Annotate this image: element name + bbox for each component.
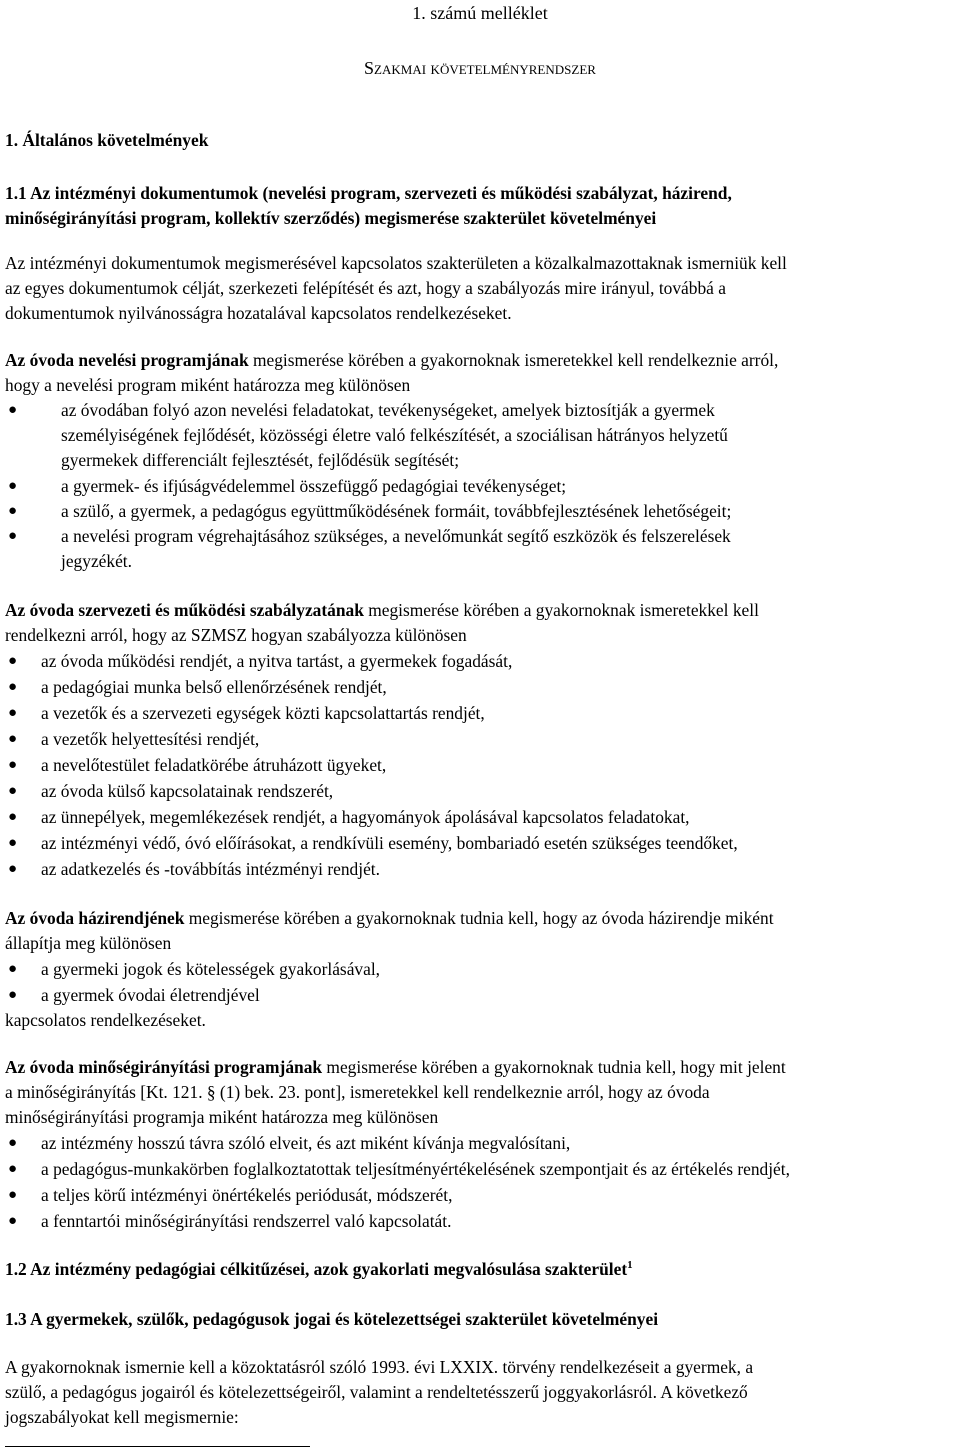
bullet-icon: ● xyxy=(8,653,18,669)
szmsz-item-9: az adatkezelés és -továbbítás intézményi rendjét. xyxy=(41,859,380,879)
hazirend-term: Az óvoda házirendjének xyxy=(5,908,185,928)
szmsz-term: Az óvoda szervezeti és működési szabályzatának xyxy=(5,600,364,620)
szmsz-item-1: az óvoda működési rendjét, a nyitva tartást, a gyermekek fogadását, xyxy=(41,651,513,671)
nevelesi-item-3: a szülő, a gyermek, a pedagógus együttműködésének formáit, továbbfejlesztésének lehetőségeit; xyxy=(61,501,732,521)
nevelesi-item-4-line1: a nevelési program végrehajtásához szükséges, a nevelőmunkát segítő eszközök és felszerelések xyxy=(61,526,731,546)
minoseg-item-1: az intézmény hosszú távra szóló elveit, és azt miként kívánja megvalósítani, xyxy=(41,1133,571,1153)
szmsz-intro-line1 xyxy=(5,597,759,623)
nevelesi-item-1-line2: személyiségének fejlődését, közösségi életre való felkészítését, a szociálisan hátrányos helyzetű xyxy=(61,425,728,445)
hazirend-intro-line1 xyxy=(5,905,774,931)
szmsz-item-8: az intézményi védő, óvó előírásokat, a rendkívüli esemény, bombariadó esetén szükséges teendőket, xyxy=(41,833,738,853)
szmsz-item-5: a nevelőtestület feladatkörébe átruházott ügyeket, xyxy=(41,755,387,775)
footnote-reference[interactable]: 1 xyxy=(627,1259,633,1272)
szmsz-intro-line2: rendelkezni arról, hogy az SZMSZ hogyan szabályozza különösen xyxy=(5,625,467,645)
hazirend-closing: kapcsolatos rendelkezéseket. xyxy=(5,1010,206,1030)
minoseg-item-2: a pedagógus-munkakörben foglalkoztatottak teljesítményértékelésének szempontjait és az értékelés rendjét, xyxy=(41,1159,790,1179)
bullet-icon: ● xyxy=(8,783,18,799)
section-1-3-heading: 1.3 A gyermekek, szülők, pedagógusok jogai és kötelezettségei szakterület követelményei xyxy=(5,1309,659,1329)
bullet-icon: ● xyxy=(8,1187,18,1203)
minoseg-term: Az óvoda minőségirányítási programjának xyxy=(5,1057,323,1077)
footnote-separator xyxy=(5,1446,310,1447)
minoseg-intro-line2: a minőségirányítás [Kt. 121. § (1) bek. 23. pont], ismeretekkel kell rendelkeznie arról, hogy az óvoda xyxy=(5,1082,710,1102)
minoseg-intro-line3: minőségirányítási programja miként határozza meg különösen xyxy=(5,1107,439,1127)
section-1-3-line1: A gyakornoknak ismernie kell a közoktatásról szóló 1993. évi LXXIX. törvény rendelkezéseit a gyermek, a xyxy=(5,1357,754,1377)
section-1-1-heading-line1: 1.1 Az intézményi dokumentumok (nevelési program, szervezeti és működési szabályzat, házirend, xyxy=(5,183,732,203)
nevelesi-item-4-line2: jegyzékét. xyxy=(61,551,132,571)
bullet-icon: ● xyxy=(8,528,18,544)
minoseg-item-3: a teljes körű intézményi önértékelés periódusát, módszerét, xyxy=(41,1185,453,1205)
document-title: Szakmai követelményrendszer xyxy=(364,58,596,78)
nevelesi-program-intro-rest: megismerése körében a gyakornoknak ismeretekkel kell rendelkeznie arról, xyxy=(248,350,779,370)
nevelesi-item-2: a gyermek- és ifjúságvédelemmel összefüggő pedagógiai tevékenységet; xyxy=(61,476,567,496)
bullet-icon: ● xyxy=(8,731,18,747)
minoseg-item-4: a fenntartói minőségirányítási rendszerrel való kapcsolatát. xyxy=(41,1211,452,1231)
minoseg-intro-rest: megismerése körében a gyakornoknak tudnia kell, hogy mit jelent xyxy=(322,1057,786,1077)
bullet-icon: ● xyxy=(8,987,18,1003)
minoseg-intro-line1 xyxy=(5,1054,786,1080)
intro-paragraph-line1: Az intézményi dokumentumok megismerésével kapcsolatos szakterületen a közalkalmazottaknak ismerniük kell xyxy=(5,253,787,273)
hazirend-item-2: a gyermek óvodai életrendjével xyxy=(41,985,260,1005)
bullet-icon: ● xyxy=(8,757,18,773)
intro-paragraph-line2: az egyes dokumentumok célját, szerkezeti felépítését és azt, hogy a szabályozás mire irányul, továbbá a xyxy=(5,278,726,298)
intro-paragraph-line3: dokumentumok nyilvánosságra hozatalával kapcsolatos rendelkezéseket. xyxy=(5,303,512,323)
bullet-icon: ● xyxy=(8,835,18,851)
nevelesi-program-intro-line2: hogy a nevelési program miként határozza meg különösen xyxy=(5,375,411,395)
bullet-icon: ● xyxy=(8,503,18,519)
section-1-1-heading-line2: minőségirányítási program, kollektív szerződés) megismerése szakterület követelményei xyxy=(5,208,657,228)
nevelesi-program-intro-line1 xyxy=(5,347,778,373)
bullet-icon: ● xyxy=(8,679,18,695)
section-1-3-line3: jogszabályokat kell megismernie: xyxy=(5,1407,239,1427)
hazirend-intro-rest: megismerése körében a gyakornoknak tudnia kell, hogy az óvoda házirendje miként xyxy=(184,908,774,928)
bullet-icon: ● xyxy=(8,1135,18,1151)
szmsz-intro-rest: megismerése körében a gyakornoknak ismeretekkel kell xyxy=(363,600,759,620)
bullet-icon: ● xyxy=(8,809,18,825)
bullet-icon: ● xyxy=(8,961,18,977)
bullet-icon: ● xyxy=(8,402,18,418)
bullet-icon: ● xyxy=(8,1161,18,1177)
nevelesi-item-1-line3: gyermekek differenciált fejlesztését, fejlődésük segítését; xyxy=(61,450,460,470)
bullet-icon: ● xyxy=(8,478,18,494)
szmsz-item-7: az ünnepélyek, megemlékezések rendjét, a hagyományok ápolásával kapcsolatos feladatokat, xyxy=(41,807,690,827)
szmsz-item-2: a pedagógiai munka belső ellenőrzésének rendjét, xyxy=(41,677,387,697)
bullet-icon: ● xyxy=(8,1213,18,1229)
section-1-2-heading xyxy=(5,1256,633,1282)
section-1-3-line2: szülő, a pedagógus jogairól és kötelezettségeiről, valamint a rendeltetésszerű joggyakorlásról. A következő xyxy=(5,1382,748,1402)
szmsz-item-6: az óvoda külső kapcsolatainak rendszerét, xyxy=(41,781,334,801)
section-1-heading: 1. Általános követelmények xyxy=(5,130,209,150)
nevelesi-program-term: Az óvoda nevelési programjának xyxy=(5,350,249,370)
bullet-icon: ● xyxy=(8,861,18,877)
szmsz-item-3: a vezetők és a szervezeti egységek közti kapcsolattartás rendjét, xyxy=(41,703,485,723)
nevelesi-item-1-line1: az óvodában folyó azon nevelési feladatokat, tevékenységeket, amelyek biztosítják a gyermek xyxy=(61,400,715,420)
hazirend-item-1: a gyermeki jogok és kötelességek gyakorlásával, xyxy=(41,959,381,979)
hazirend-intro-line2: állapítja meg különösen xyxy=(5,933,172,953)
bullet-icon: ● xyxy=(8,705,18,721)
szmsz-item-4: a vezetők helyettesítési rendjét, xyxy=(41,729,260,749)
section-1-2-heading-text: 1.2 Az intézmény pedagógiai célkitűzései, azok gyakorlati megvalósulása szakterület xyxy=(5,1259,628,1279)
annex-title: 1. számú melléklet xyxy=(412,3,548,23)
